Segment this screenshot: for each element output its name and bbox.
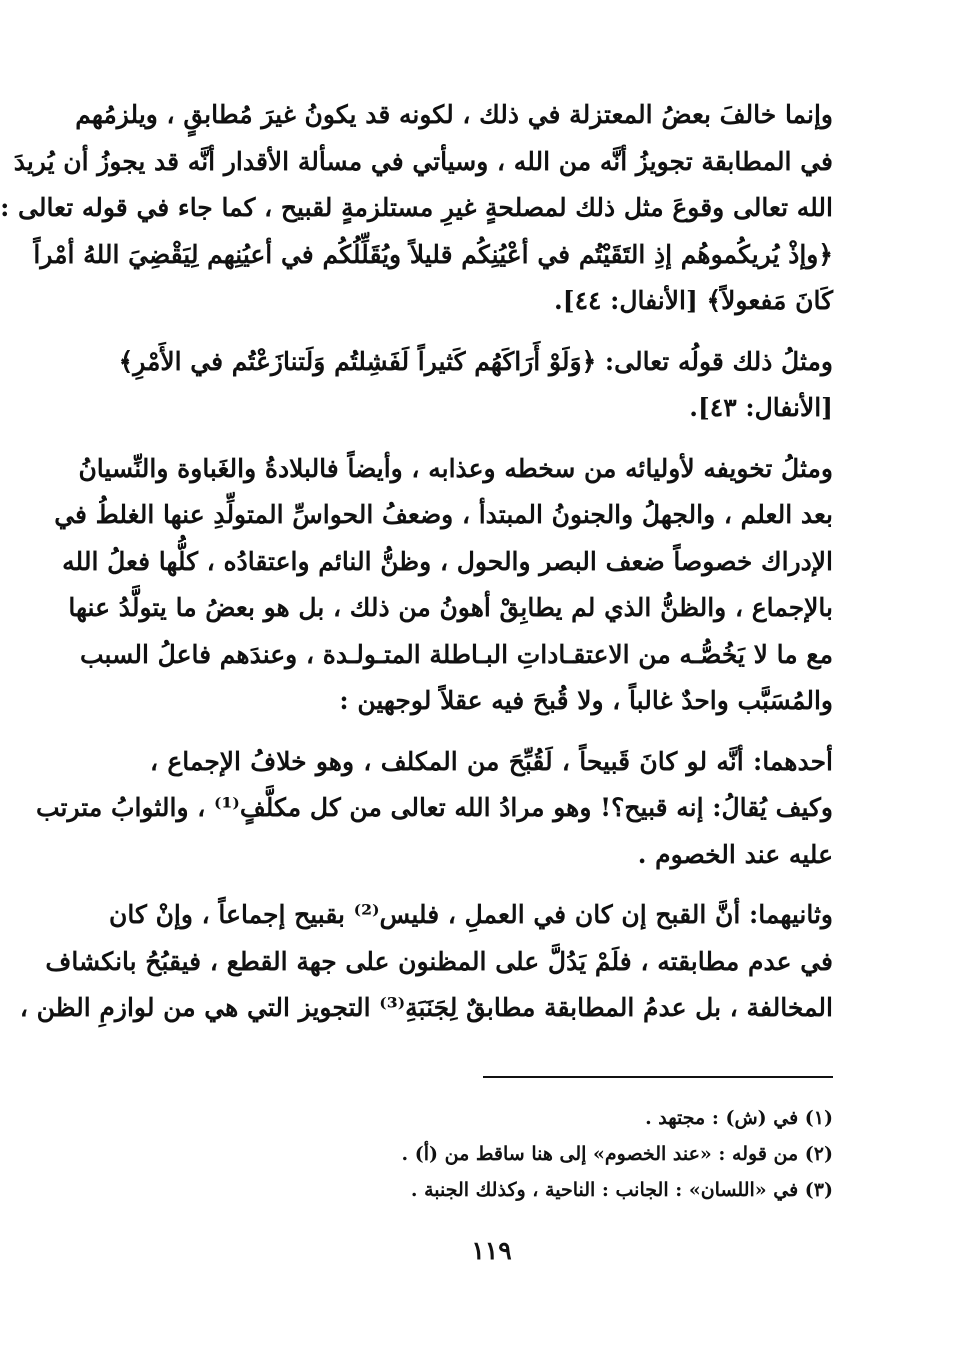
text-line: الإدراك خصوصاً ضعف البصر والحول ، وظنُّ النائم واعتقادُه ، كلُّها فعلُ الله xyxy=(62,546,833,576)
quran-verse-line: كَانَ مَفعولاً﴾ [الأنفال: ٤٤]. xyxy=(554,286,833,315)
paragraph-5 xyxy=(19,892,833,1032)
paragraph-2 xyxy=(118,339,833,432)
main-text xyxy=(0,92,833,1032)
text-line: في عدم مطابقته ، فلَمْ يَدُلَّ على المظنون على جهة القطع ، فيقبُحُ بانكشاف xyxy=(45,946,833,976)
footnote-1: (١) في (ش) : مجتهد . xyxy=(645,1107,833,1129)
text-line: وثانيهما: أنَّ القبح إن كان في العملِ ، فليس⁽²⁾ بقبيح إجماعاً ، وإنْ كان xyxy=(108,900,833,929)
page-number: ١١٩ xyxy=(471,1236,512,1265)
text-line: المخالفة ، بل عدمُ المطابقة مطابقٌ لِجَنَبَةِ⁽³⁾ التجويز التي هي من لوازمِ الظن ، xyxy=(19,993,833,1022)
text-line: ومثلُ تخويفه لأوليائه من سخطه وعذابه ، وأيضاً فالبلادةُ والغَباوة والنِّسيانُ xyxy=(78,453,833,483)
text-line: [الأنفال: ٤٣]. xyxy=(689,393,833,422)
text-line: وكيف يُقالُ: إنه قبيح؟! وهو مرادُ الله تعالى من كل مكلَّفٍ⁽¹⁾ ، والثوابُ مترتب xyxy=(36,793,833,822)
text-line: بعد العلم ، والجهلُ والجنونُ المبتدأ ، وضعفُ الحواسِّ المتولِّدِ عنها الغلطُ في xyxy=(54,500,833,529)
quran-verse-line: ومثلُ ذلك قولُه تعالى: ﴿وَلَوْ أَرَاكَهُم كَثيراً لَفَشِلتُم وَلَتنازَعْتُم في الأَمْرِ﴾ xyxy=(118,346,833,376)
text-line: بالإجماع ، والظنُّ الذي لم يطابِقْ أهونُ من ذلك ، بل هو بعضُ ما يتولَّدُ عنها xyxy=(68,593,833,622)
paragraph-3 xyxy=(54,446,833,725)
text-line: في المطابقة تجويزُ أنَّه من الله ، وسيأتي في مسألة الأقدار أنَّه قد يجوزُ أن يُريدَ xyxy=(13,146,833,176)
text-line: عليه عند الخصوم . xyxy=(637,839,833,869)
paragraph-1 xyxy=(0,92,833,325)
footnotes xyxy=(150,1100,833,1208)
footnote-divider xyxy=(483,1076,833,1078)
text-line: والمُسَبَّب واحدٌ غالباً ، ولا قُبحَ فيه عقلاً لوجهين : xyxy=(339,686,833,715)
quran-verse-line: ﴿وإذْ يُريكُموهُم إذِ التَقَيْتُم في أعْيُنِكُم قليلاً ويُقَلِّلُكُم في أعيُنِهم لِيَقْضِيَ اللهُ أمْراً xyxy=(33,239,833,269)
text-line: أحدهما: أنَّه لو كانَ قَبيحاً ، لَقُبِّحَ من المكلف ، وهو خلافُ الإجماع ، xyxy=(150,746,833,776)
footnote-3: (٣) في «اللسان» : الجانب : الناحية ، وكذلك الجنبة . xyxy=(410,1179,833,1201)
footnote-2: (٢) من قوله : «عند الخصوم» إلى هنا ساقط من (أ) . xyxy=(401,1143,833,1165)
paragraph-4 xyxy=(36,739,833,879)
text-line: وإنما خالفَ بعضُ المعتزلة في ذلك ، لكونه قد يكونُ غيرَ مُطابقٍ ، ويلزمُهم xyxy=(75,100,833,129)
text-line: الله تعالى وقوعَ مثل ذلك لمصلحةٍ غيرِ مستلزمةٍ لقبيح ، كما جاء في قوله تعالى : xyxy=(0,193,833,222)
text-line: مع ما لا يَخُصُّـه من الاعتقـاداتِ البـاطلة المتـولـدة ، وعندَهم فاعلُ السبب xyxy=(79,639,833,669)
